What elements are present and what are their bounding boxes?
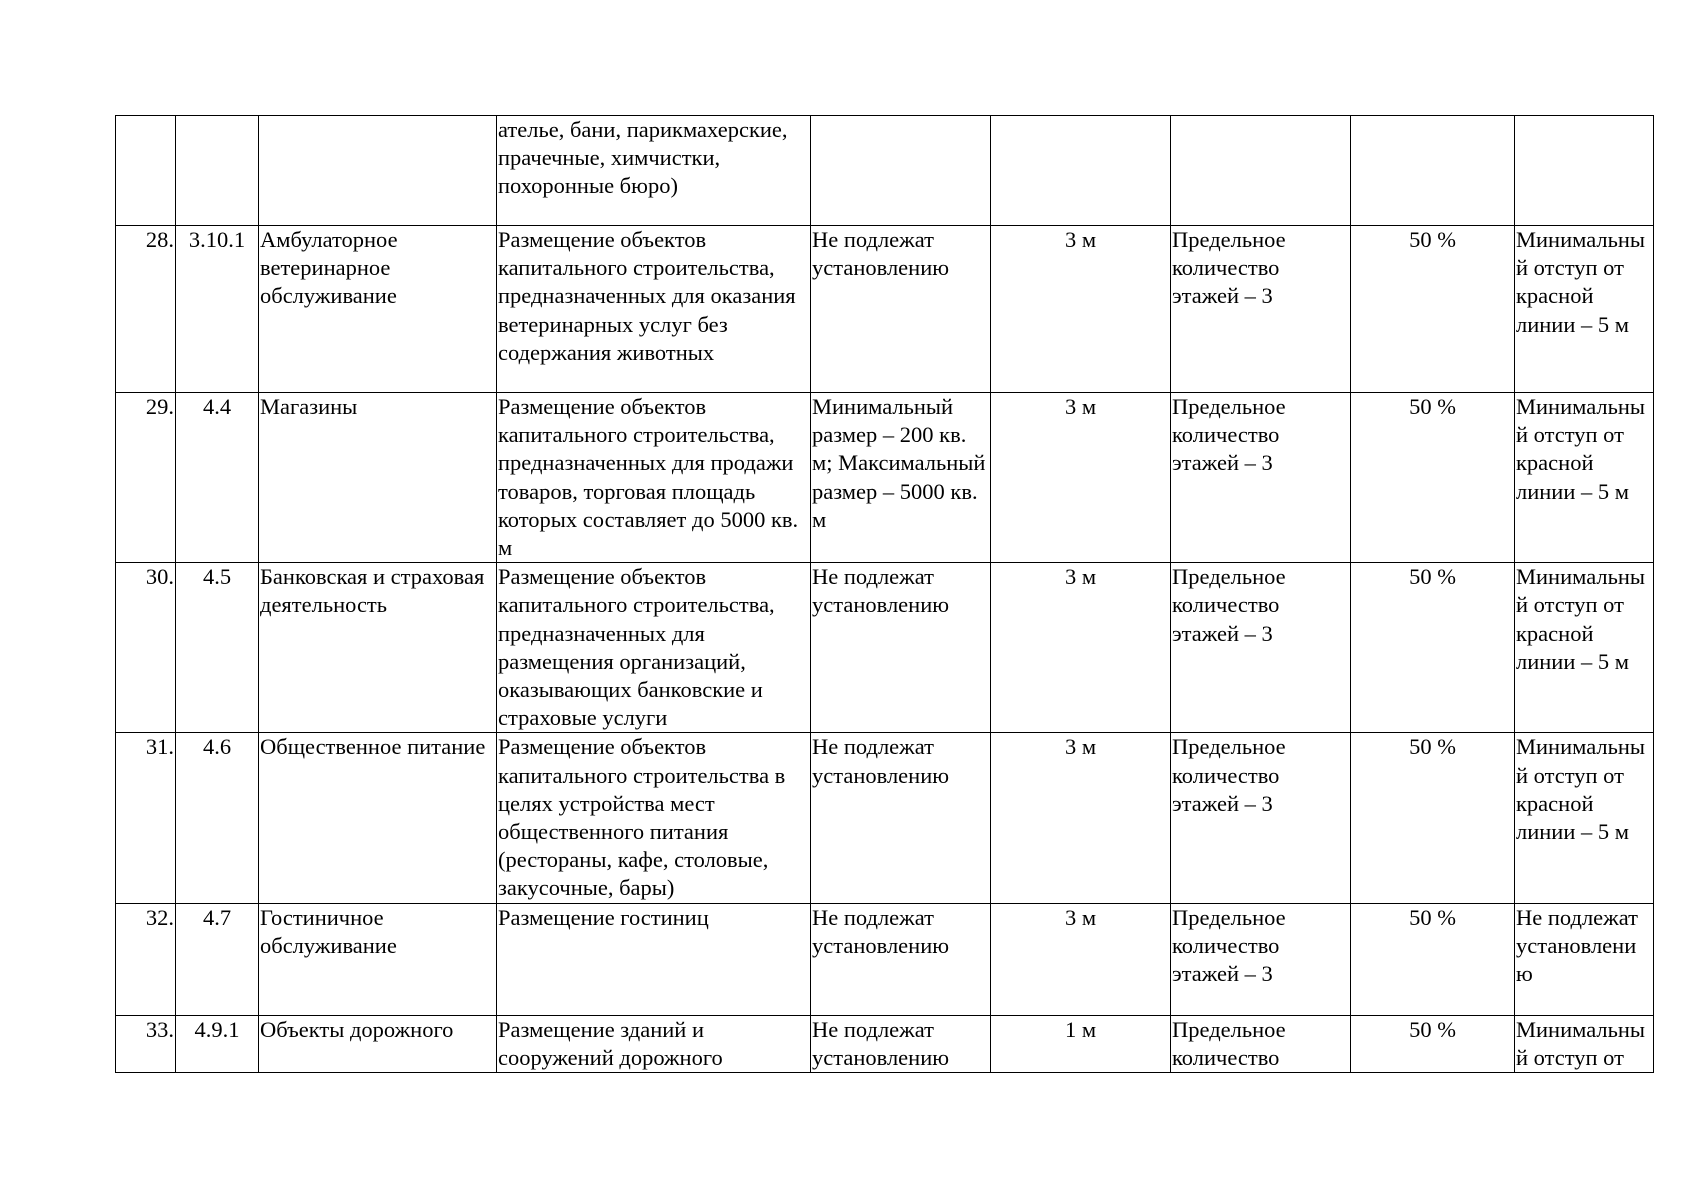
use-description: ателье, бани, парикмахерские, прачечные, химчистки, похоронные бюро) — [497, 116, 811, 226]
use-name: Объекты дорожного — [259, 1015, 497, 1072]
other-params — [1515, 116, 1654, 226]
row-number: 30. — [116, 563, 176, 733]
use-code: 4.9.1 — [176, 1015, 259, 1072]
coverage-percent: 50 % — [1351, 903, 1515, 1015]
other-params: Минимальный отступ от красной линии – 5 м — [1515, 226, 1654, 393]
min-indent: 3 м — [991, 903, 1171, 1015]
row-number: 28. — [116, 226, 176, 393]
plot-size: Не подлежат установлению — [811, 226, 991, 393]
plot-size: Не подлежат установлению — [811, 563, 991, 733]
floor-limit: Предельное количество этажей – 3 — [1171, 226, 1351, 393]
min-indent: 3 м — [991, 563, 1171, 733]
table-row — [116, 903, 1654, 1015]
use-description: Размещение гостиниц — [497, 903, 811, 1015]
other-params: Минимальный отступ от красной линии – 5 м — [1515, 563, 1654, 733]
use-code: 4.7 — [176, 903, 259, 1015]
use-name: Общественное питание — [259, 733, 497, 903]
use-description: Размещение объектов капитального строительства в целях устройства мест общественного питания (рестораны, кафе, столовые, закусочные, бары) — [497, 733, 811, 903]
table-row — [116, 563, 1654, 733]
coverage-percent: 50 % — [1351, 563, 1515, 733]
coverage-percent: 50 % — [1351, 1015, 1515, 1072]
other-params: Минимальный отступ от — [1515, 1015, 1654, 1072]
row-number: 29. — [116, 393, 176, 563]
table-row — [116, 733, 1654, 903]
table-row — [116, 1015, 1654, 1072]
floor-limit: Предельное количество этажей – 3 — [1171, 733, 1351, 903]
use-name: Гостиничное обслуживание — [259, 903, 497, 1015]
use-code: 4.6 — [176, 733, 259, 903]
plot-size: Минимальный размер – 200 кв. м; Максимальный размер – 5000 кв. м — [811, 393, 991, 563]
other-params: Минимальный отступ от красной линии – 5 м — [1515, 393, 1654, 563]
floor-limit: Предельное количество этажей – 3 — [1171, 393, 1351, 563]
use-description: Размещение объектов капитального строительства, предназначенных для размещения организаций, оказывающих банковские и страховые услуги — [497, 563, 811, 733]
floor-limit — [1171, 116, 1351, 226]
min-indent: 3 м — [991, 226, 1171, 393]
plot-size: Не подлежат установлению — [811, 733, 991, 903]
row-number: 33. — [116, 1015, 176, 1072]
plot-size: Не подлежат установлению — [811, 903, 991, 1015]
use-name: Банковская и страховая деятельность — [259, 563, 497, 733]
table-row — [116, 116, 1654, 226]
table-row — [116, 226, 1654, 393]
coverage-percent: 50 % — [1351, 393, 1515, 563]
floor-limit: Предельное количество этажей – 3 — [1171, 563, 1351, 733]
use-code: 3.10.1 — [176, 226, 259, 393]
row-number — [116, 116, 176, 226]
row-number: 32. — [116, 903, 176, 1015]
min-indent: 3 м — [991, 393, 1171, 563]
min-indent — [991, 116, 1171, 226]
other-params: Не подлежат установлению — [1515, 903, 1654, 1015]
use-description: Размещение объектов капитального строительства, предназначенных для продажи товаров, торговая площадь которых составляет до 5000 кв. м — [497, 393, 811, 563]
row-number: 31. — [116, 733, 176, 903]
floor-limit: Предельное количество этажей – 3 — [1171, 903, 1351, 1015]
coverage-percent: 50 % — [1351, 733, 1515, 903]
table-row — [116, 393, 1654, 563]
other-params: Минимальный отступ от красной линии – 5 м — [1515, 733, 1654, 903]
use-description: Размещение зданий и сооружений дорожного — [497, 1015, 811, 1072]
use-code — [176, 116, 259, 226]
floor-limit: Предельное количество — [1171, 1015, 1351, 1072]
regulations-table — [115, 115, 1654, 1073]
use-name — [259, 116, 497, 226]
use-code: 4.5 — [176, 563, 259, 733]
plot-size: Не подлежат установлению — [811, 1015, 991, 1072]
use-name: Амбулаторное ветеринарное обслуживание — [259, 226, 497, 393]
min-indent: 3 м — [991, 733, 1171, 903]
plot-size — [811, 116, 991, 226]
use-description: Размещение объектов капитального строительства, предназначенных для оказания ветеринарных услуг без содержания животных — [497, 226, 811, 393]
use-code: 4.4 — [176, 393, 259, 563]
min-indent: 1 м — [991, 1015, 1171, 1072]
coverage-percent: 50 % — [1351, 226, 1515, 393]
use-name: Магазины — [259, 393, 497, 563]
coverage-percent — [1351, 116, 1515, 226]
